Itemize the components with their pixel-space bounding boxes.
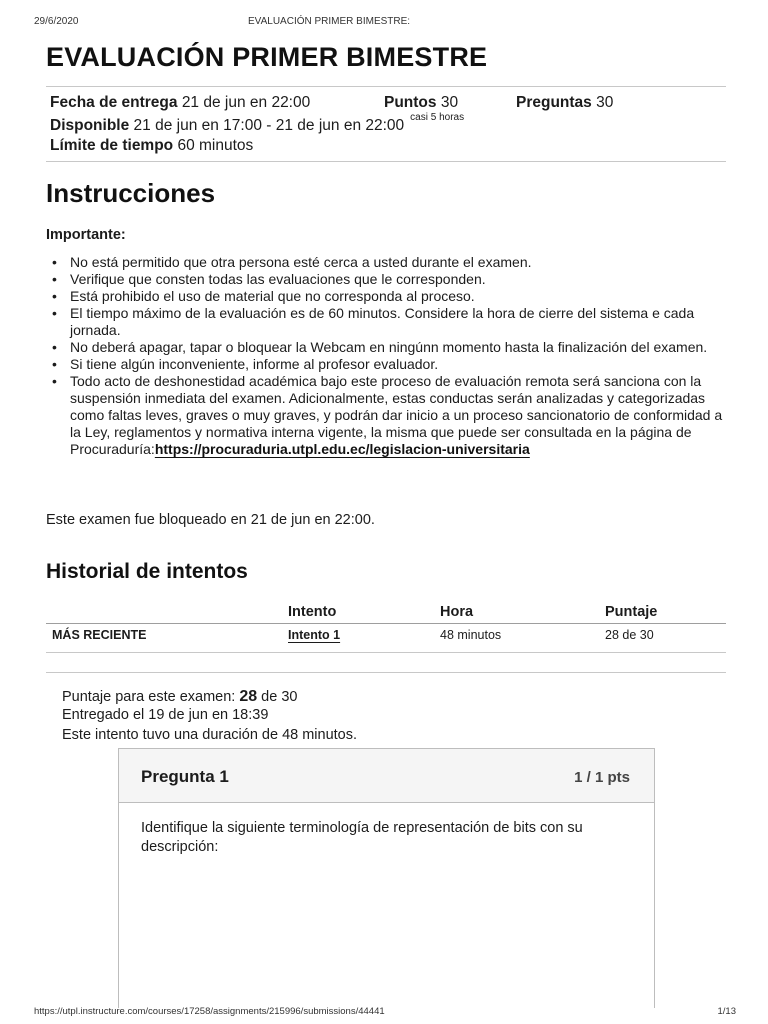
procuraduria-link-line bbox=[70, 441, 730, 458]
history-heading: Historial de intentos bbox=[46, 560, 248, 583]
divider bbox=[46, 672, 726, 673]
print-page-number: 1/13 bbox=[717, 1006, 736, 1017]
table-row-divider bbox=[46, 652, 726, 653]
available-value: 21 de jun en 17:00 - 21 de jun en 22:00 bbox=[133, 117, 405, 135]
important-label: Importante: bbox=[46, 227, 126, 243]
list-item-honesty bbox=[70, 373, 730, 458]
instructions-list bbox=[70, 254, 730, 458]
list-item: • Verifique que consten todas las evaluaciones que le corresponden. bbox=[70, 271, 730, 288]
time-limit-label: Límite de tiempo bbox=[50, 137, 174, 154]
print-header-title: EVALUACIÓN PRIMER BIMESTRE: bbox=[248, 16, 411, 27]
points-value: 30 bbox=[440, 94, 459, 111]
attempt-time: 48 minutos bbox=[440, 628, 502, 642]
list-item: • No deberá apagar, tapar o bloquear la Webcam en ningúnn momento hasta la finalización del examen. bbox=[70, 339, 730, 356]
time-limit-meta bbox=[50, 137, 253, 155]
submitted-date: Entregado el 19 de jun en 18:39 bbox=[62, 707, 269, 723]
time-limit-value: 60 minutos bbox=[177, 137, 254, 154]
list-item: • El tiempo máximo de la evaluación es de 60 minutos. Considere la hora de cierre del sistema e cada jornada. bbox=[70, 305, 730, 339]
attempt-link[interactable]: Intento 1 bbox=[288, 628, 341, 642]
questions-meta bbox=[516, 94, 613, 112]
score-value: 28 bbox=[239, 688, 258, 705]
questions-value: 30 bbox=[596, 94, 614, 111]
question-title: Pregunta 1 bbox=[141, 767, 229, 786]
honesty-text: Todo acto de deshonestidad académica bajo este proceso de evaluación remota será sanciona con la suspensión inmediata del examen. Adicionalmente, estas conductas serán analizadas y categorizadas como faltas leves, graves o muy graves, y podrán dar inicio a un proceso sancionatorio de conformidad a la Ley, reglamentos y normativa interna vigente, la misma que puede ser consultada en la página de bbox=[70, 373, 723, 440]
score-prefix: Puntaje para este examen: bbox=[62, 689, 236, 705]
attempt-score: 28 de 30 bbox=[605, 628, 654, 642]
divider bbox=[46, 161, 726, 162]
points-label: Puntos bbox=[384, 94, 437, 111]
column-header-time: Hora bbox=[440, 604, 474, 620]
available-label: Disponible bbox=[50, 117, 130, 135]
divider bbox=[46, 86, 726, 87]
list-item: • Si tiene algún inconveniente, informe al profesor evaluador. bbox=[70, 356, 730, 373]
list-item: • Está prohibido el uso de material que no corresponda al proceso. bbox=[70, 288, 730, 305]
due-value: 21 de jun en 22:00 bbox=[181, 94, 311, 111]
score-summary bbox=[62, 688, 297, 706]
procuraduria-link[interactable]: https://procuraduria.utpl.edu.ec/legislacion-universitaria bbox=[154, 441, 530, 457]
page-title: EVALUACIÓN PRIMER BIMESTRE bbox=[46, 42, 488, 72]
question-header bbox=[119, 749, 654, 803]
link-prefix: Procuraduría: bbox=[70, 441, 155, 457]
table-header-divider bbox=[46, 623, 726, 624]
print-date: 29/6/2020 bbox=[34, 16, 79, 27]
list-item: • No está permitido que otra persona esté cerca a usted durante el examen. bbox=[70, 254, 730, 271]
column-header-score: Puntaje bbox=[605, 604, 658, 620]
question-text: Identifique la siguiente terminología de representación de bits con su descripción: bbox=[141, 820, 583, 855]
question-card bbox=[118, 748, 655, 1008]
locked-notice: Este examen fue bloqueado en 21 de jun en 22:00. bbox=[46, 512, 375, 528]
print-footer-url: https://utpl.instructure.com/courses/17258/assignments/215996/submissions/44441 bbox=[34, 1006, 385, 1017]
points-meta bbox=[384, 94, 458, 112]
due-label: Fecha de entrega bbox=[50, 94, 178, 111]
row-label-recent: MÁS RECIENTE bbox=[52, 628, 147, 642]
attempt-duration: Este intento tuvo una duración de 48 minutos. bbox=[62, 727, 358, 743]
availability-meta bbox=[50, 112, 465, 135]
available-note: casi 5 horas bbox=[410, 112, 465, 123]
quiz-meta-row-1 bbox=[50, 94, 310, 112]
column-header-attempt: Intento bbox=[288, 604, 337, 620]
questions-label: Preguntas bbox=[516, 94, 592, 111]
score-suffix: de 30 bbox=[261, 689, 298, 705]
question-points: 1 / 1 pts bbox=[574, 769, 630, 786]
instructions-heading: Instrucciones bbox=[46, 178, 216, 208]
